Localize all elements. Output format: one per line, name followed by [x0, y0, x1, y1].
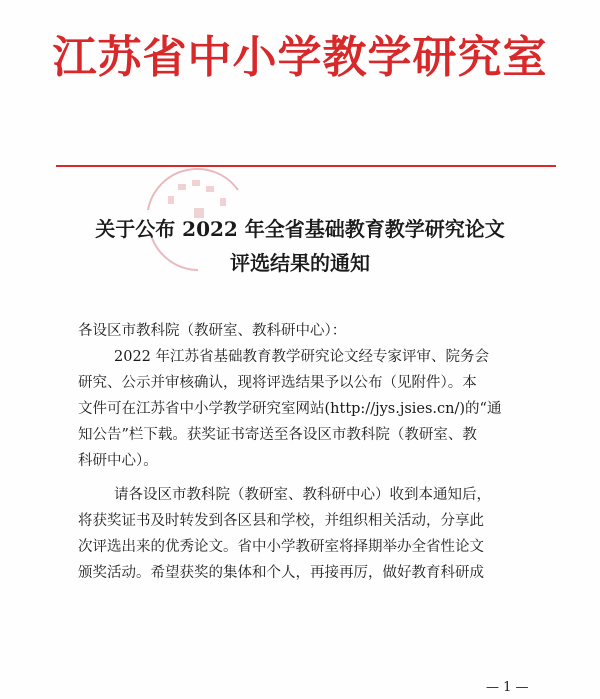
notice-title-line-2: 评选结果的通知 — [230, 251, 370, 275]
organization-header: 江苏省中小学教学研究室 — [52, 32, 548, 83]
paragraph-2-line: 颁奖活动。希望获奖的集体和个人，再接再厉，做好教育科研成 — [78, 565, 484, 581]
paragraph-2-line: 请各设区市教科院（教研室、教科研中心）收到本通知后， — [114, 487, 491, 503]
salutation: 各设区市教科院（教研室、教科研中心）： — [78, 323, 347, 339]
paragraph-1-line: 2022 年江苏省基础教育教学研究论文经专家评审、院务会 — [114, 349, 490, 365]
notice-title-line-1: 关于公布 2022 年全省基础教育教学研究论文 — [95, 217, 505, 241]
page-number: — 1 — — [486, 680, 529, 695]
paragraph-2-line: 次评选出来的优秀论文。省中小学教研室将择期举办全省性论文 — [78, 539, 484, 555]
paragraph-1-line: 研究、公示并审核确认，现将评选结果予以公布（见附件）。本 — [78, 375, 477, 391]
paragraph-1-line: 文件可在江苏省中小学教学研究室网站(http://jys.jsies.cn/)的“通 — [78, 401, 502, 417]
red-header-rule — [56, 165, 556, 167]
paragraph-2-line: 将获奖证书及时转发到各区县和学校，并组织相关活动，分享此 — [78, 513, 484, 529]
paragraph-1-line: 知公告”栏下载。获奖证书寄送至各设区市教科院（教研室、教 — [78, 427, 477, 443]
paragraph-1-line: 科研中心）。 — [78, 453, 158, 469]
